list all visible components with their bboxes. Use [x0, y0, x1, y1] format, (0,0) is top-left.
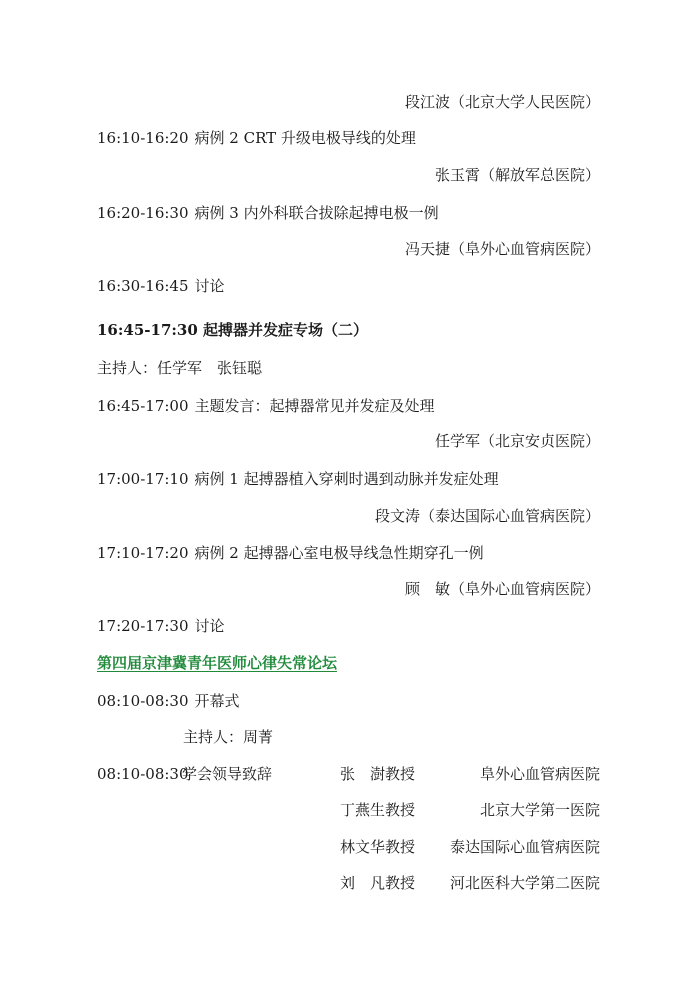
time-slot: 17:10-17:20 — [97, 544, 189, 562]
agenda-item — [97, 276, 225, 296]
agenda-item — [97, 469, 499, 489]
time-slot: 16:20-16:30 — [97, 204, 189, 222]
speaker-line: 顾 敏（阜外心血管病医院） — [404, 580, 600, 598]
speaker-row — [0, 800, 700, 820]
speaker-line: 张玉霄（解放军总医院） — [434, 166, 600, 184]
time-slot: 16:45-17:00 — [97, 397, 189, 415]
speaker-row — [0, 873, 700, 893]
agenda-item — [97, 691, 240, 711]
agenda-topic: 病例 1 起搏器植入穿刺时遇到动脉并发症处理 — [194, 470, 499, 488]
agenda-topic: 病例 2 起搏器心室电极导线急性期穿孔一例 — [194, 544, 484, 562]
time-slot: 16:10-16:20 — [97, 129, 189, 147]
moderator-line: 主持人：任学军 张钰聪 — [97, 359, 263, 377]
moderator-line: 主持人：周菁 — [183, 728, 274, 746]
speaker-row — [0, 837, 700, 857]
agenda-topic: 开幕式 — [194, 692, 240, 710]
time-slot: 17:20-17:30 — [97, 617, 189, 635]
agenda-topic: 学会领导致辞 — [182, 765, 273, 783]
speaker-institution: 北京大学第一医院 — [479, 801, 600, 819]
agenda-item — [97, 203, 439, 223]
agenda-item — [97, 396, 435, 416]
time-slot: 08:10-08:30 — [97, 765, 189, 783]
speaker-name: 张 澍教授 — [340, 765, 416, 783]
forum-heading-link[interactable]: 第四届京津冀青年医师心律失常论坛 — [97, 654, 338, 672]
time-slot: 08:10-08:30 — [97, 692, 189, 710]
agenda-item — [97, 616, 225, 636]
speaker-institution: 阜外心血管病医院 — [479, 765, 600, 783]
speaker-row — [0, 764, 700, 784]
agenda-topic: 主题发言：起搏器常见并发症及处理 — [194, 397, 435, 415]
speaker-line: 段文涛（泰达国际心血管病医院） — [374, 507, 600, 525]
agenda-topic: 讨论 — [194, 277, 225, 295]
agenda-topic: 讨论 — [194, 617, 225, 635]
speaker-line: 段江波（北京大学人民医院） — [404, 93, 600, 111]
session-title: 16:45-17:30 起搏器并发症专场（二） — [97, 321, 369, 339]
agenda-item — [97, 543, 484, 563]
speaker-line: 冯天捷（阜外心血管病医院） — [404, 240, 600, 258]
agenda-topic: 病例 2 CRT 升级电极导线的处理 — [194, 129, 416, 147]
speaker-name: 林文华教授 — [340, 838, 416, 856]
agenda-item — [97, 128, 416, 148]
speaker-name: 刘 凡教授 — [340, 874, 416, 892]
speaker-institution: 泰达国际心血管病医院 — [449, 838, 600, 856]
speaker-name: 丁燕生教授 — [340, 801, 416, 819]
speaker-line: 任学军（北京安贞医院） — [434, 432, 600, 450]
agenda-topic: 病例 3 内外科联合拔除起搏电极一例 — [194, 204, 439, 222]
time-slot: 17:00-17:10 — [97, 470, 189, 488]
speaker-institution: 河北医科大学第二医院 — [449, 874, 600, 892]
time-slot: 16:30-16:45 — [97, 277, 189, 295]
